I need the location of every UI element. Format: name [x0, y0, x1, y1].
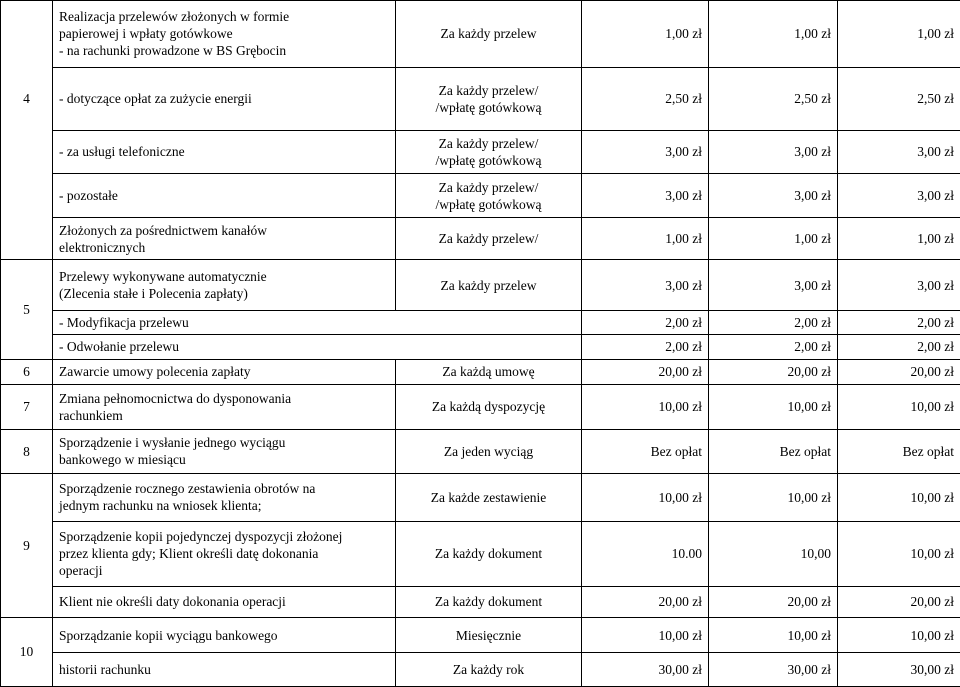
table-row: [1, 653, 960, 687]
fee-value-1: 3,00 zł: [582, 130, 709, 174]
fee-description: Klient nie określi daty dokonania operacji: [53, 586, 396, 617]
fee-unit: Za każdy przelew/ /wpłatę gotówkową: [396, 130, 582, 174]
fee-unit: Za każdy przelew: [396, 1, 582, 68]
row-number-cell: 9: [1, 474, 53, 618]
table-row: [1, 474, 960, 522]
table-row: [1, 130, 960, 174]
fee-value-3: Bez opłat: [838, 429, 960, 474]
fee-description: Zmiana pełnomocnictwa do dysponowania rachunkiem: [53, 384, 396, 429]
fee-unit: Za każdy przelew/ /wpłatę gotówkową: [396, 67, 582, 130]
fee-value-1: 20,00 zł: [582, 586, 709, 617]
fee-description: - Odwołanie przelewu: [53, 335, 582, 359]
fee-value-1: 2,00 zł: [582, 311, 709, 335]
fee-value-3: 2,50 zł: [838, 67, 960, 130]
table-row: [1, 311, 960, 335]
fee-value-2: 3,00 zł: [709, 260, 838, 311]
table-row: [1, 384, 960, 429]
fee-unit: Za każdą dyspozycję: [396, 384, 582, 429]
row-number-cell: [1, 1, 53, 68]
fee-value-3: 10,00 zł: [838, 521, 960, 586]
fee-value-2: 10,00 zł: [709, 474, 838, 522]
fee-value-1: 3,00 zł: [582, 174, 709, 218]
fee-unit: Za każdy dokument: [396, 521, 582, 586]
fee-value-2: 10,00 zł: [709, 617, 838, 652]
fee-unit: Za każdy dokument: [396, 586, 582, 617]
fee-description: Przelewy wykonywane automatycznie (Zlecenia stałe i Polecenia zapłaty): [53, 260, 396, 311]
row-number-cell: 7: [1, 384, 53, 429]
row-number-cell: [1, 130, 53, 174]
row-number-cell: [1, 174, 53, 218]
fee-value-3: 2,00 zł: [838, 311, 960, 335]
table-row: [1, 521, 960, 586]
fee-value-3: 3,00 zł: [838, 130, 960, 174]
fee-value-3: 1,00 zł: [838, 217, 960, 260]
fee-value-2: 3,00 zł: [709, 174, 838, 218]
fee-unit: Za każde zestawienie: [396, 474, 582, 522]
fee-value-1: 20,00 zł: [582, 359, 709, 384]
fee-value-2: 1,00 zł: [709, 217, 838, 260]
fee-value-2: 1,00 zł: [709, 1, 838, 68]
fee-value-1: 10,00 zł: [582, 384, 709, 429]
fee-value-1: 10,00 zł: [582, 617, 709, 652]
fee-value-1: 3,00 zł: [582, 260, 709, 311]
fee-value-1: 2,00 zł: [582, 335, 709, 359]
row-number-cell: [1, 217, 53, 260]
fee-description: Sporządzanie kopii wyciągu bankowego: [53, 617, 396, 652]
fee-description: Sporządzenie kopii pojedynczej dyspozycji złożonej przez klienta gdy; Klient określi datę dokonania operacji: [53, 521, 396, 586]
fee-description: Realizacja przelewów złożonych w formie papierowej i wpłaty gotówkowe - na rachunki prowadzone w BS Grębocin: [53, 1, 396, 68]
fee-value-2: 2,50 zł: [709, 67, 838, 130]
fee-value-1: Bez opłat: [582, 429, 709, 474]
fee-unit: Za każdy przelew: [396, 260, 582, 311]
fee-value-3: 20,00 zł: [838, 586, 960, 617]
fee-unit: Miesięcznie: [396, 617, 582, 652]
fee-value-2: 2,00 zł: [709, 311, 838, 335]
fee-value-2: 20,00 zł: [709, 359, 838, 384]
fee-unit: Za jeden wyciąg: [396, 429, 582, 474]
table-row: [1, 260, 960, 311]
fee-value-2: 10,00 zł: [709, 384, 838, 429]
table-row: [1, 217, 960, 260]
table-row: [1, 359, 960, 384]
table-row: [1, 617, 960, 652]
fee-description: - Modyfikacja przelewu: [53, 311, 582, 335]
table-row: [1, 335, 960, 359]
fee-value-3: 20,00 zł: [838, 359, 960, 384]
fee-description: Sporządzenie rocznego zestawienia obrotów na jednym rachunku na wniosek klienta;: [53, 474, 396, 522]
fee-value-2: 30,00 zł: [709, 653, 838, 687]
fee-value-3: 10,00 zł: [838, 384, 960, 429]
fee-value-1: 2,50 zł: [582, 67, 709, 130]
fee-description: Sporządzenie i wysłanie jednego wyciągu bankowego w miesiącu: [53, 429, 396, 474]
fee-unit: Za każdy rok: [396, 653, 582, 687]
fee-value-1: 30,00 zł: [582, 653, 709, 687]
fee-value-3: 1,00 zł: [838, 1, 960, 68]
fee-value-3: 3,00 zł: [838, 260, 960, 311]
table-row: [1, 586, 960, 617]
fee-description: historii rachunku: [53, 653, 396, 687]
fee-description: Złożonych za pośrednictwem kanałów elektronicznych: [53, 217, 396, 260]
fee-unit: Za każdą umowę: [396, 359, 582, 384]
table-row: [1, 67, 960, 130]
fee-value-3: 3,00 zł: [838, 174, 960, 218]
table-row: [1, 174, 960, 218]
row-number-cell: 5: [1, 260, 53, 359]
fee-value-3: 10,00 zł: [838, 474, 960, 522]
fee-value-1: 1,00 zł: [582, 217, 709, 260]
row-number-cell: 4: [1, 67, 53, 130]
fee-value-2: Bez opłat: [709, 429, 838, 474]
fee-value-1: 10,00 zł: [582, 474, 709, 522]
fee-value-2: 10,00: [709, 521, 838, 586]
fee-value-2: 20,00 zł: [709, 586, 838, 617]
fee-description: Zawarcie umowy polecenia zapłaty: [53, 359, 396, 384]
fee-unit: Za każdy przelew/ /wpłatę gotówkową: [396, 174, 582, 218]
row-number-cell: 6: [1, 359, 53, 384]
fee-value-2: 2,00 zł: [709, 335, 838, 359]
fee-description: - za usługi telefoniczne: [53, 130, 396, 174]
fee-value-1: 1,00 zł: [582, 1, 709, 68]
fee-value-1: 10.00: [582, 521, 709, 586]
row-number-cell: 10: [1, 617, 53, 686]
row-number-cell: 8: [1, 429, 53, 474]
fee-value-3: 2,00 zł: [838, 335, 960, 359]
fee-value-3: 30,00 zł: [838, 653, 960, 687]
fee-value-2: 3,00 zł: [709, 130, 838, 174]
table-row: [1, 429, 960, 474]
fee-value-3: 10,00 zł: [838, 617, 960, 652]
fee-description: - pozostałe: [53, 174, 396, 218]
fee-unit: Za każdy przelew/: [396, 217, 582, 260]
fee-description: - dotyczące opłat za zużycie energii: [53, 67, 396, 130]
table-row: [1, 1, 960, 68]
